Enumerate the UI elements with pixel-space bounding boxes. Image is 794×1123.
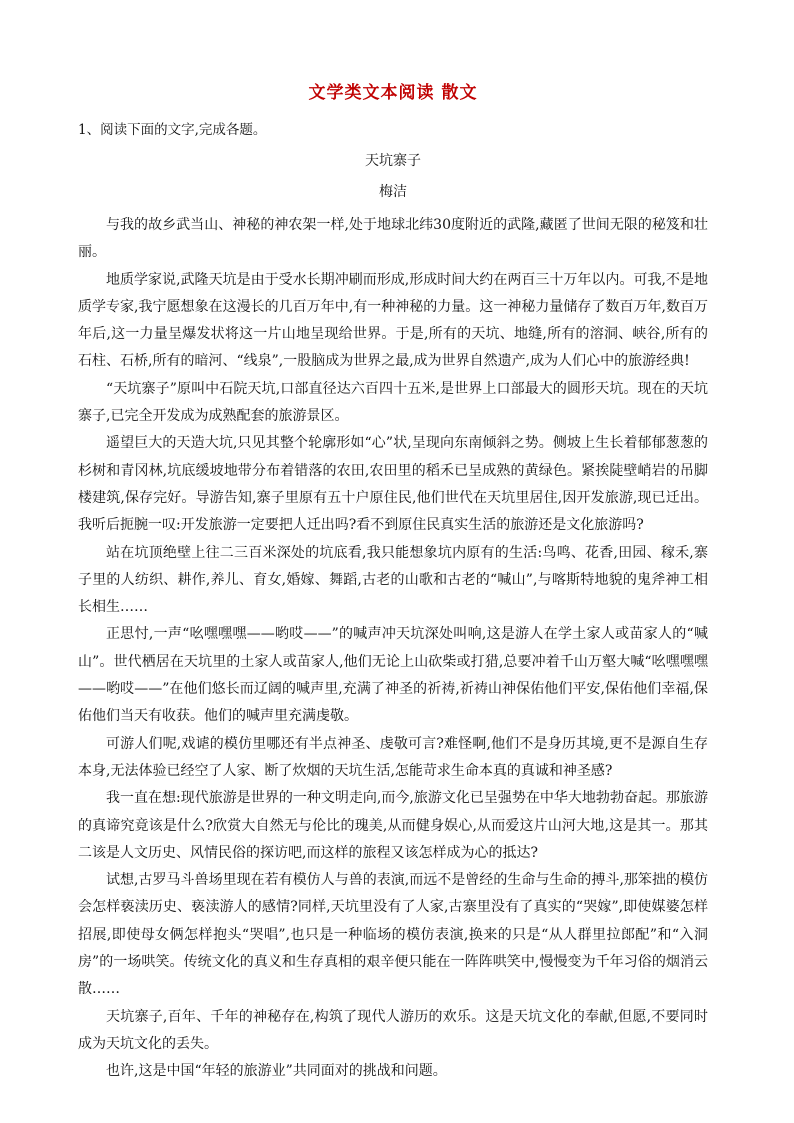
essay-paragraph: 站在坑顶绝壁上往二三百米深处的坑底看,我只能想象坑内原有的生活:鸟鸣、花香,田园、稼禾,寨子里的人纺织、耕作,养儿、育女,婚嫁、舞蹈,古老的山歌和古老的“喊山”,与喀斯特地貌的鬼斧神工相长相生…… bbox=[78, 544, 708, 616]
essay-title: 天坑寨子 bbox=[365, 153, 421, 169]
essay-paragraph: 也许,这是中国“年轻的旅游业”共同面对的挑战和问题。 bbox=[106, 1063, 447, 1080]
essay-paragraph: 地质学家说,武隆天坑是由于受水长期冲刷而形成,形成时间大约在两百三十万年以内。可我,不是地质学专家,我宁愿想象在这漫长的几百万年中,有一种神秘的力量。这一神秘力量储存了数百万年,数百万年后,这一力量呈爆发状将这一片山地呈现给世界。于是,所有的天坑、地缝,所有的溶洞、峡谷,所有的石柱、石桥,所有的暗河、“线泉”,一股脑成为世界之最,成为世界自然遗产,成为人们心中的旅游经典! bbox=[78, 271, 708, 370]
question-prompt: 1、阅读下面的文字,完成各题。 bbox=[78, 122, 267, 138]
essay-paragraph: 试想,古罗马斗兽场里现在若有模仿人与兽的表演,而远不是曾经的生命与生命的搏斗,那笨拙的模仿会怎样亵渎历史、亵渎游人的感情?同样,天坑里没有了人家,古寨里没有了真实的“哭嫁”,即使媒婆怎样招展,即使母女俩怎样抱头“哭唱”,也只是一种临场的模仿表演,换来的只是“从人群里拉郎配”和“入洞房”的一场哄笑。传统文化的真义和生存真相的艰辛便只能在一阵阵哄笑中,慢慢变为千年习俗的烟消云散…… bbox=[78, 872, 708, 998]
essay-paragraph: 可游人们呢,戏谑的模仿里哪还有半点神圣、虔敬可言?难怪啊,他们不是身历其境,更不是源自生存本身,无法体验已经空了人家、断了炊烟的天坑生活,怎能苛求生命本真的真诚和神圣感? bbox=[78, 735, 708, 779]
document-title: 文学类文本阅读 散文 bbox=[308, 83, 478, 103]
essay-paragraph: 我一直在想:现代旅游是世界的一种文明走向,而今,旅游文化已呈强势在中华大地勃勃奋起。那旅游的真谛究竟该是什么?欣赏大自然无与伦比的瑰美,从而健身娱心,从而爱这片山河大地,这是其一。那其二该是人文历史、风情民俗的探访吧,而这样的旅程又该怎样成为心的抵达? bbox=[78, 790, 708, 861]
essay-paragraph: 遥望巨大的天造大坑,只见其整个轮廓形如“心”状,呈现向东南倾斜之势。侧坡上生长着郁郁葱葱的杉树和青冈林,坑底缓坡地带分布着错落的农田,农田里的稻禾已呈成熟的黄绿色。紧挨陡壁峭岩的吊脚楼建筑,保存完好。导游告知,寨子里原有五十户原住民,他们世代在天坑里居住,因开发旅游,现已迁出。我听后扼腕一叹:开发旅游一定要把人迁出吗?看不到原住民真实生活的旅游还是文化旅游吗? bbox=[78, 435, 708, 534]
essay-author: 梅洁 bbox=[379, 184, 407, 200]
essay-paragraph: 天坑寨子,百年、千年的神秘存在,构筑了现代人游历的欢乐。这是天坑文化的奉献,但愿,不要同时成为天坑文化的丢失。 bbox=[78, 1008, 708, 1052]
essay-body bbox=[78, 212, 708, 1086]
essay-paragraph: 与我的故乡武当山、神秘的神农架一样,处于地球北纬30度附近的武隆,藏匿了世间无限的秘笈和壮丽。 bbox=[78, 217, 708, 261]
essay-paragraph: 正思忖,一声“吆嘿嘿嘿——哟哎——”的喊声冲天坑深处叫响,这是游人在学土家人或苗家人的“喊山”。世代栖居在天坑里的土家人或苗家人,他们无论上山砍柴或打猎,总要冲着千山万壑大喊“吆嘿嘿嘿——哟哎——”在他们悠长而辽阔的喊声里,充满了神圣的祈祷,祈祷山神保佑他们平安,保佑他们幸福,保佑他们当天有收获。他们的喊声里充满虔敬。 bbox=[78, 626, 708, 725]
essay-paragraph: “天坑寨子”原叫中石院天坑,口部直径达六百四十五米,是世界上口部最大的圆形天坑。现在的天坑寨子,已完全开发成为成熟配套的旅游景区。 bbox=[78, 380, 708, 425]
